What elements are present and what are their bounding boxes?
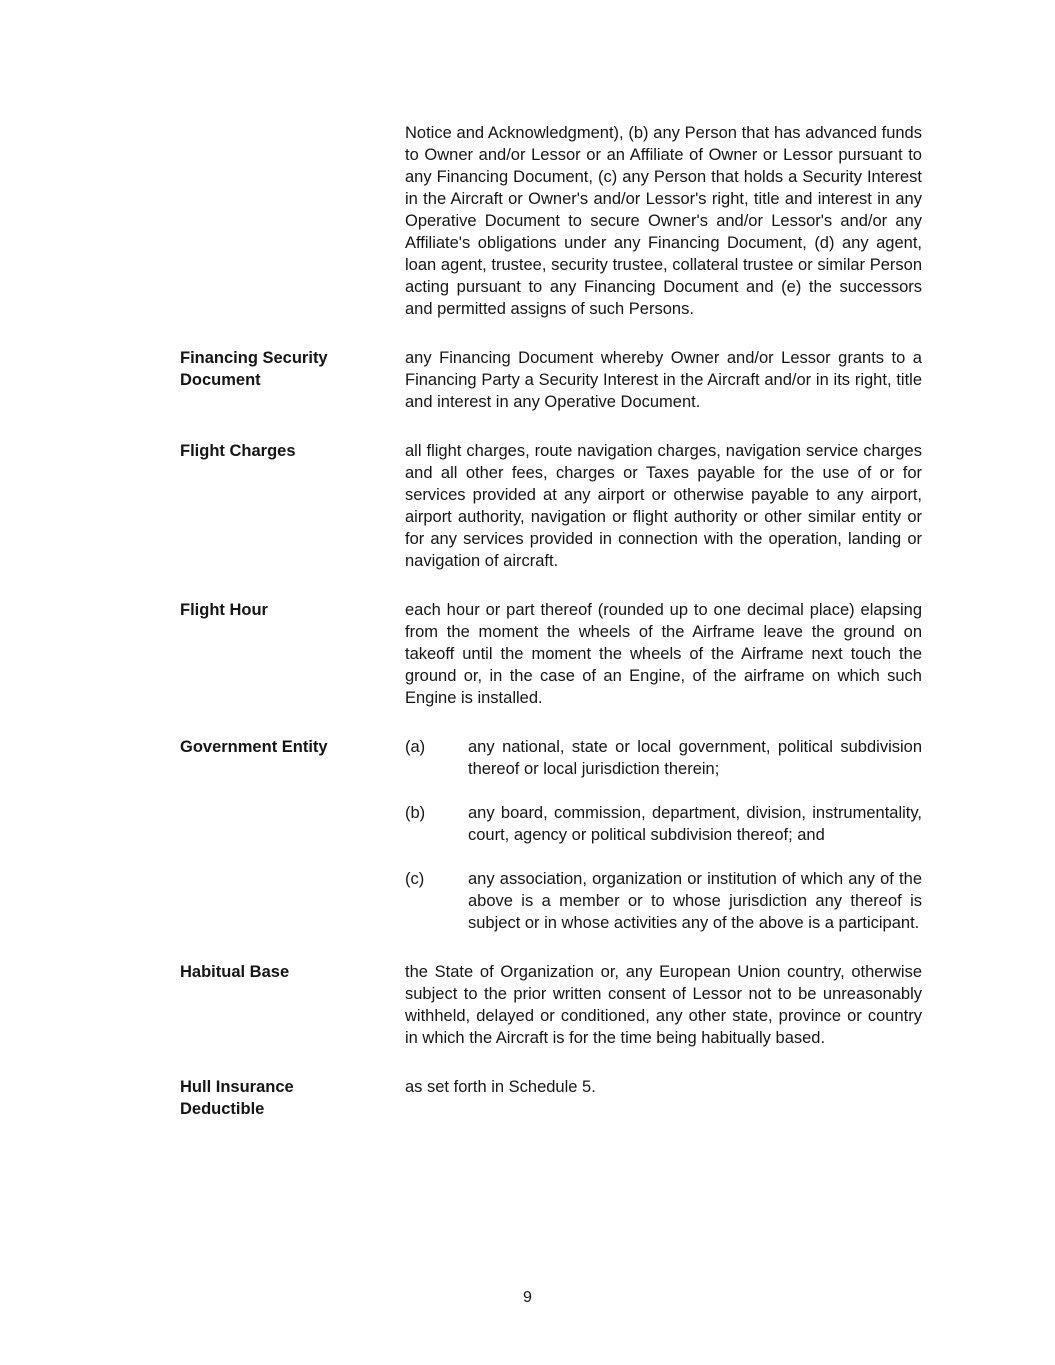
definition-clauses xyxy=(405,736,922,934)
definition-text: any Financing Document whereby Owner and/or Lessor grants to a Financing Party a Security Interest in the Aircraft and/or in its right, title and interest in any Operative Document. xyxy=(405,349,922,411)
page-number: 9 xyxy=(523,1289,532,1306)
sub-clause xyxy=(405,802,922,846)
definition-text: each hour or part thereof (rounded up to one decimal place) elapsing from the moment the wheels of the Airframe leave the ground on takeoff until the moment the wheels of the Airframe next touch the ground or, in the case of an Engine, of the airframe on which such Engine is installed. xyxy=(405,601,922,707)
definition-entry xyxy=(180,347,922,413)
clause-label: (c) xyxy=(405,870,425,888)
definition-entry xyxy=(180,599,922,709)
term-label: Flight Hour xyxy=(180,601,268,619)
sub-clause xyxy=(405,736,922,780)
clause-label: (a) xyxy=(405,738,426,756)
clause-text: any association, organization or institution of which any of the above is a member or to whose jurisdiction any thereof is subject or in whose activities any of the above is a participant. xyxy=(468,870,922,932)
definition-text: as set forth in Schedule 5. xyxy=(405,1078,596,1096)
clause-text: any national, state or local government, political subdivision thereof or local jurisdiction therein; xyxy=(468,738,922,778)
definition-text: Notice and Acknowledgment), (b) any Person that has advanced funds to Owner and/or Lessor or an Affiliate of Owner or Lessor pursuant to any Financing Document, (c) any Person that holds a Security Interest in the Aircraft or Owner's and/or Lessor's right, title and interest in any Operative Document to secure Owner's and/or Lessor's and/or any Affiliate's obligations under any Financing Document, (d) any agent, loan agent, trustee, security trustee, collateral trustee or similar Person acting pursuant to any Financing Document and (e) the successors and permitted assigns of such Persons. xyxy=(405,124,922,318)
definition-text: the State of Organization or, any European Union country, otherwise subject to the prior written consent of Lessor not to be unreasonably withheld, delayed or conditioned, any other state, province or country in which the Aircraft is for the time being habitually based. xyxy=(405,963,922,1047)
term-label: Government Entity xyxy=(180,738,328,756)
clause-label: (b) xyxy=(405,804,426,822)
definition-entry xyxy=(180,736,922,934)
definition-entry xyxy=(180,122,922,320)
page-footer xyxy=(0,1286,1055,1309)
definition-entry xyxy=(180,440,922,572)
term-label: Hull Insurance Deductible xyxy=(180,1078,294,1118)
term-label: Financing Security Document xyxy=(180,349,328,389)
definition-entry xyxy=(180,1076,922,1120)
term-label: Habitual Base xyxy=(180,963,290,981)
definition-text: all flight charges, route navigation charges, navigation service charges and all other fees, charges or Taxes payable for the use of or for services provided at any airport or otherwise payable to any airport, airport authority, navigation or flight authority or other similar entity or for any services provided in connection with the operation, landing or navigation of aircraft. xyxy=(405,442,922,570)
clause-text: any board, commission, department, division, instrumentality, court, agency or political subdivision thereof; and xyxy=(468,804,922,844)
term-label: Flight Charges xyxy=(180,442,296,460)
sub-clause xyxy=(405,868,922,934)
definitions-list xyxy=(180,122,922,1120)
definition-entry xyxy=(180,961,922,1049)
